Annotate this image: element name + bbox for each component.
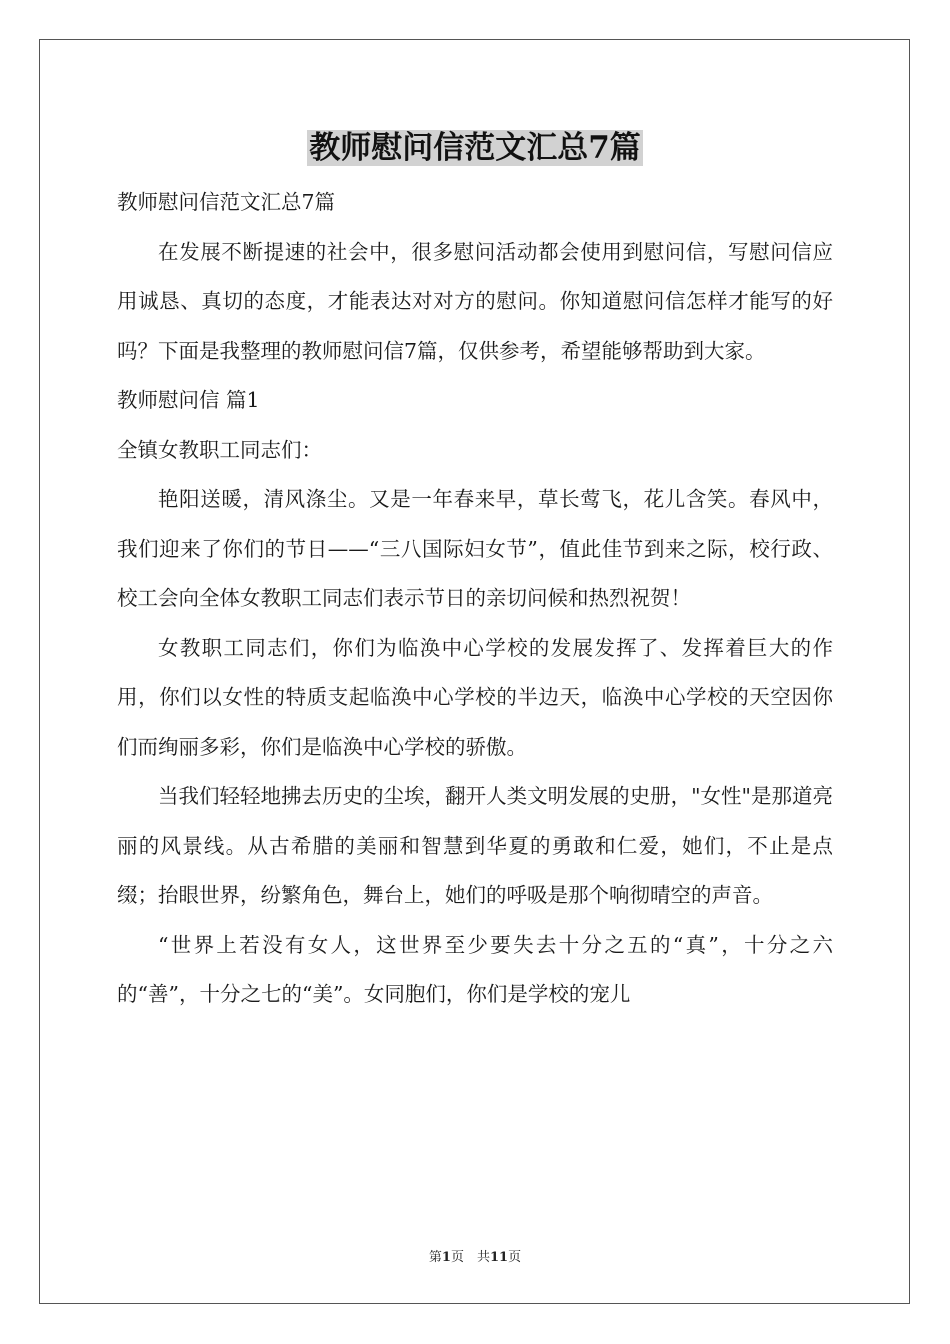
title-text: 教师慰问信范文汇总7篇 — [309, 130, 641, 166]
paragraph: 全镇女教职工同志们： — [117, 437, 322, 462]
paragraph: “世界上若没有女人，这世界至少要失去十分之五的“真”，十分之六的“善”，十分之七的“美”。女同胞们，你们是学校的宠儿 — [117, 932, 833, 1006]
footer-page-current: 1 — [441, 1250, 451, 1265]
paragraph: 在发展不断提速的社会中，很多慰问活动都会使用到慰问信，写慰问信应用诚恳、真切的态度，才能表达对对方的慰问。你知道慰问信怎样才能写的好吗？下面是我整理的教师慰问信7篇，仅供参考，希望能够帮助到大家。 — [117, 239, 833, 363]
document-body — [117, 178, 833, 1020]
paragraph: 教师慰问信 篇1 — [117, 388, 260, 412]
footer-page-total: 11 — [489, 1250, 509, 1265]
paragraph: 女教职工同志们，你们为临涣中心学校的发展发挥了、发挥着巨大的作用，你们以女性的特质支起临涣中心学校的半边天，临涣中心学校的天空因你们而绚丽多彩，你们是临涣中心学校的骄傲。 — [117, 635, 833, 759]
document-title — [0, 126, 950, 170]
paragraph: 教师慰问信范文汇总7篇 — [117, 190, 336, 214]
footer-page-prefix: 第 — [428, 1250, 442, 1265]
footer-page-suffix: 页 — [508, 1250, 522, 1265]
page-footer — [0, 1246, 950, 1265]
paragraph: 当我们轻轻地拂去历史的尘埃，翻开人类文明发展的史册，"女性"是那道亮丽的风景线。从古希腊的美丽和智慧到华夏的勇敢和仁爱，她们，不止是点缀；抬眼世界，纷繁角色，舞台上，她们的呼吸是那个响彻晴空的声音。 — [117, 784, 833, 907]
footer-page-mid: 页 共 — [450, 1250, 490, 1265]
paragraph: 艳阳送暖，清风涤尘。又是一年春来早，草长莺飞，花儿含笑。春风中，我们迎来了你们的节日——“三八国际妇女节”，值此佳节到来之际，校行政、校工会向全体女教职工同志们表示节日的亲切问候和热烈祝贺！ — [117, 487, 833, 610]
